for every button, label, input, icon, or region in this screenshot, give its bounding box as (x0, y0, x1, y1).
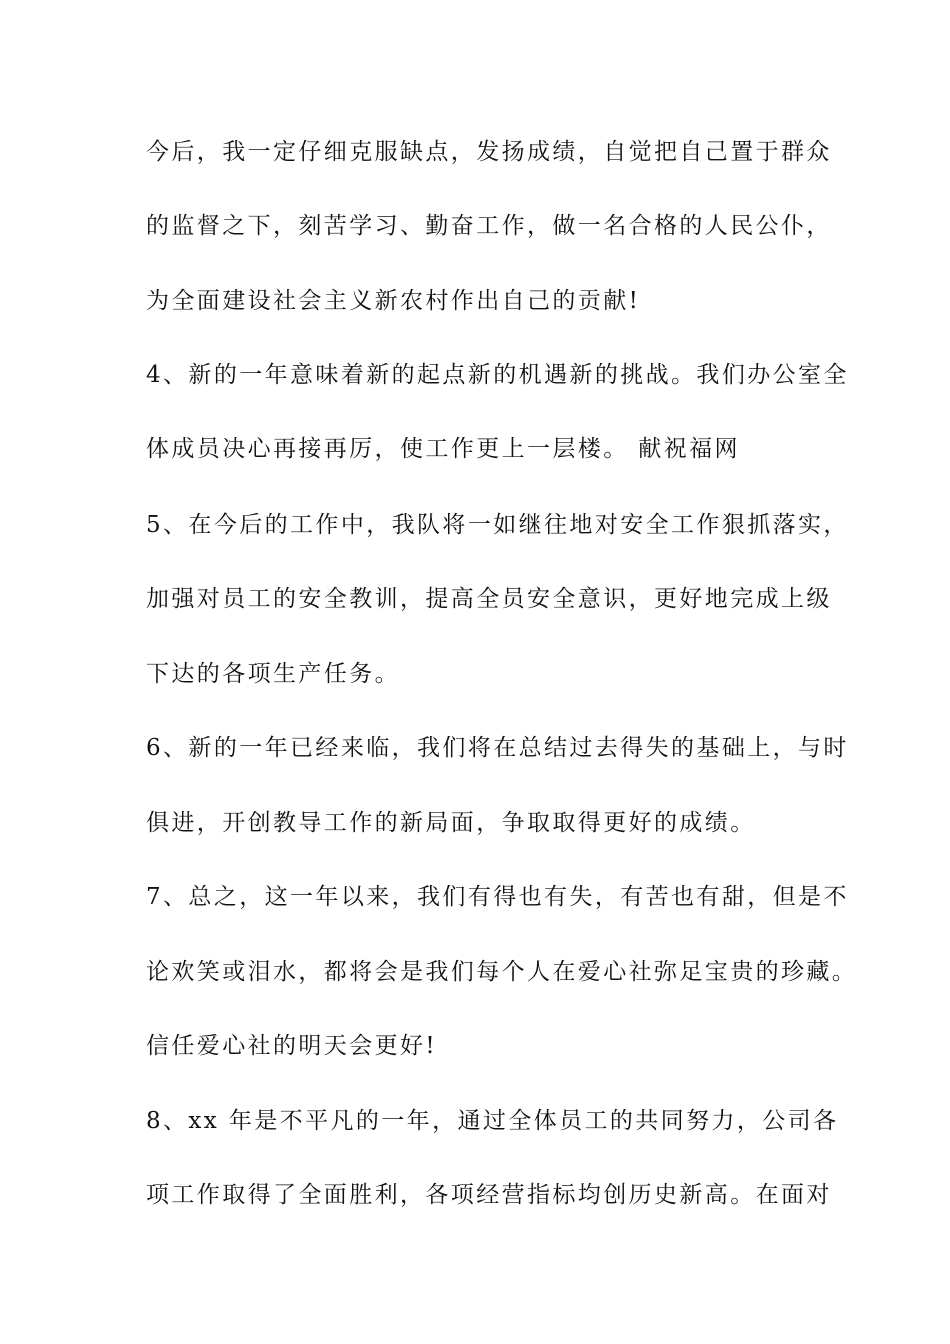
text-line: 为全面建设社会主义新农村作出自己的贡献! (146, 288, 641, 314)
text-line: 信任爱心社的明天会更好! (146, 1033, 438, 1059)
text-line: 的监督之下，刻苦学习、勤奋工作，做一名合格的人民公仆， (146, 213, 832, 239)
text-line: 项工作取得了全面胜利，各项经营指标均创历史新高。在面对 (146, 1182, 832, 1208)
text-line: 论欢笑或泪水，都将会是我们每个人在爱心社弥足宝贵的珍藏。 (146, 959, 858, 985)
text-line: 体成员决心再接再厉，使工作更上一层楼。 献祝福网 (146, 436, 740, 462)
text-line: 加强对员工的安全教训，提高全员安全意识，更好地完成上级 (146, 586, 832, 612)
text-line: 4、新的一年意味着新的起点新的机遇新的挑战。我们办公室全 (146, 362, 849, 388)
text-line: 7、总之，这一年以来，我们有得也有失，有苦也有甜，但是不 (146, 884, 849, 910)
text-line: 8、xx 年是不平凡的一年，通过全体员工的共同努力，公司各 (146, 1108, 839, 1134)
text-line: 俱进，开创教导工作的新局面，争取取得更好的成绩。 (146, 810, 756, 836)
text-line: 5、在今后的工作中，我队将一如继往地对安全工作狠抓落实， (146, 512, 849, 538)
text-line: 6、新的一年已经来临，我们将在总结过去得失的基础上，与时 (146, 735, 849, 761)
text-line: 今后，我一定仔细克服缺点，发扬成绩，自觉把自己置于群众 (146, 139, 832, 165)
text-line: 下达的各项生产任务。 (146, 661, 400, 687)
